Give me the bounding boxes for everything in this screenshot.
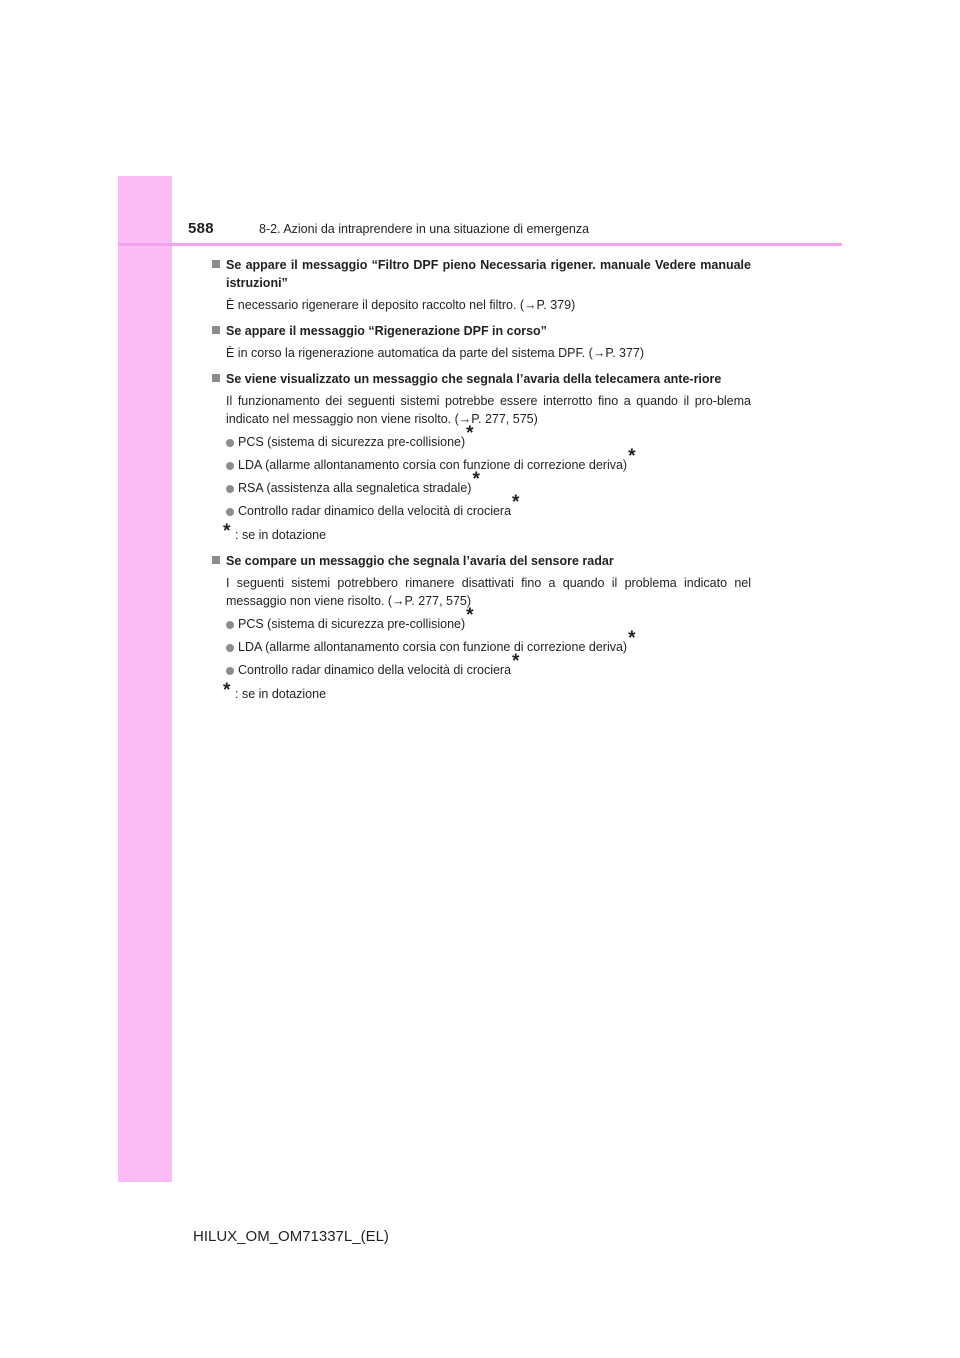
list-item-text: Controllo radar dinamico della velocità di crociera [238, 504, 512, 518]
round-bullet-icon [226, 439, 234, 447]
section-text: È in corso la rigenerazione automatica da parte del sistema DPF. (→P. 377) [226, 346, 645, 360]
list-item-text: PCS (sistema di sicurezza pre-collisione) [238, 617, 466, 631]
document-code: HILUX_OM_OM71337L_(EL) [193, 1228, 389, 1245]
list-item [211, 446, 751, 474]
section-heading-text: Se viene visualizzato un messaggio che segnala l’avaria della telecamera ante-riore [226, 372, 722, 386]
footnote-text: : se in dotazione [235, 528, 327, 542]
round-bullet-icon [226, 508, 234, 516]
list-item [211, 605, 751, 633]
page-number: 588 [188, 220, 214, 237]
footnote-asterisk: * [223, 680, 231, 701]
square-bullet-icon [212, 326, 220, 334]
list-item [211, 651, 751, 679]
footnote-text: : se in dotazione [235, 687, 327, 701]
round-bullet-icon [226, 462, 234, 470]
section-text: È necessario rigenerare il deposito raccolto nel filtro. (→P. 379) [226, 298, 576, 312]
footnote [211, 521, 751, 544]
section-heading [211, 370, 751, 388]
asterisk-mark: * [628, 628, 636, 649]
asterisk-mark: * [512, 651, 520, 672]
list-item-text: PCS (sistema di sicurezza pre-collisione) [238, 435, 466, 449]
list-item [211, 423, 751, 451]
section-radar-failure [211, 552, 751, 703]
list-item-text: RSA (assistenza alla segnaletica stradale) [238, 481, 472, 495]
list-item-text: Controllo radar dinamico della velocità di crociera [238, 663, 512, 677]
main-content [211, 256, 751, 703]
list-item-text: LDA (allarme allontanamento corsia con funzione di correzione deriva) [238, 458, 628, 472]
section-title: 8-2. Azioni da intraprendere in una situazione di emergenza [259, 222, 590, 236]
section-heading-text: Se compare un messaggio che segnala l’avaria del sensore radar [226, 554, 614, 568]
round-bullet-icon [226, 644, 234, 652]
footnote [211, 680, 751, 703]
asterisk-mark: * [472, 469, 480, 490]
section-heading-text: Se appare il messaggio “Filtro DPF pieno Necessaria rigener. manuale Vedere manuale istruzioni” [226, 258, 751, 290]
section-dpf-regeneration [211, 322, 751, 362]
section-heading-text: Se appare il messaggio “Rigenerazione DPF in corso” [226, 324, 547, 338]
square-bullet-icon [212, 556, 220, 564]
square-bullet-icon [212, 374, 220, 382]
list-item [211, 628, 751, 656]
asterisk-mark: * [512, 492, 520, 513]
round-bullet-icon [226, 621, 234, 629]
round-bullet-icon [226, 667, 234, 675]
section-heading [211, 552, 751, 570]
asterisk-mark: * [466, 605, 474, 626]
list-item-text: LDA (allarme allontanamento corsia con funzione di correzione deriva) [238, 640, 628, 654]
section-heading [211, 256, 751, 292]
header-rule [118, 243, 842, 246]
round-bullet-icon [226, 485, 234, 493]
chapter-sidebar-tab [118, 176, 172, 1182]
section-text: I seguenti sistemi potrebbero rimanere disattivati fino a quando il problema indicato nel messaggio non viene risolto. (→P. 277, 575) [226, 576, 751, 608]
list-item [211, 469, 751, 497]
section-dpf-full [211, 256, 751, 314]
section-camera-failure [211, 370, 751, 544]
section-text: Il funzionamento dei seguenti sistemi potrebbe essere interrotto fino a quando il pro-blema indicato nel messaggio non viene risolto. (→P. 277, 575) [226, 394, 751, 426]
asterisk-mark: * [628, 446, 636, 467]
list-item [211, 492, 751, 520]
asterisk-mark: * [466, 423, 474, 444]
square-bullet-icon [212, 260, 220, 268]
section-heading [211, 322, 751, 340]
footnote-asterisk: * [223, 521, 231, 542]
